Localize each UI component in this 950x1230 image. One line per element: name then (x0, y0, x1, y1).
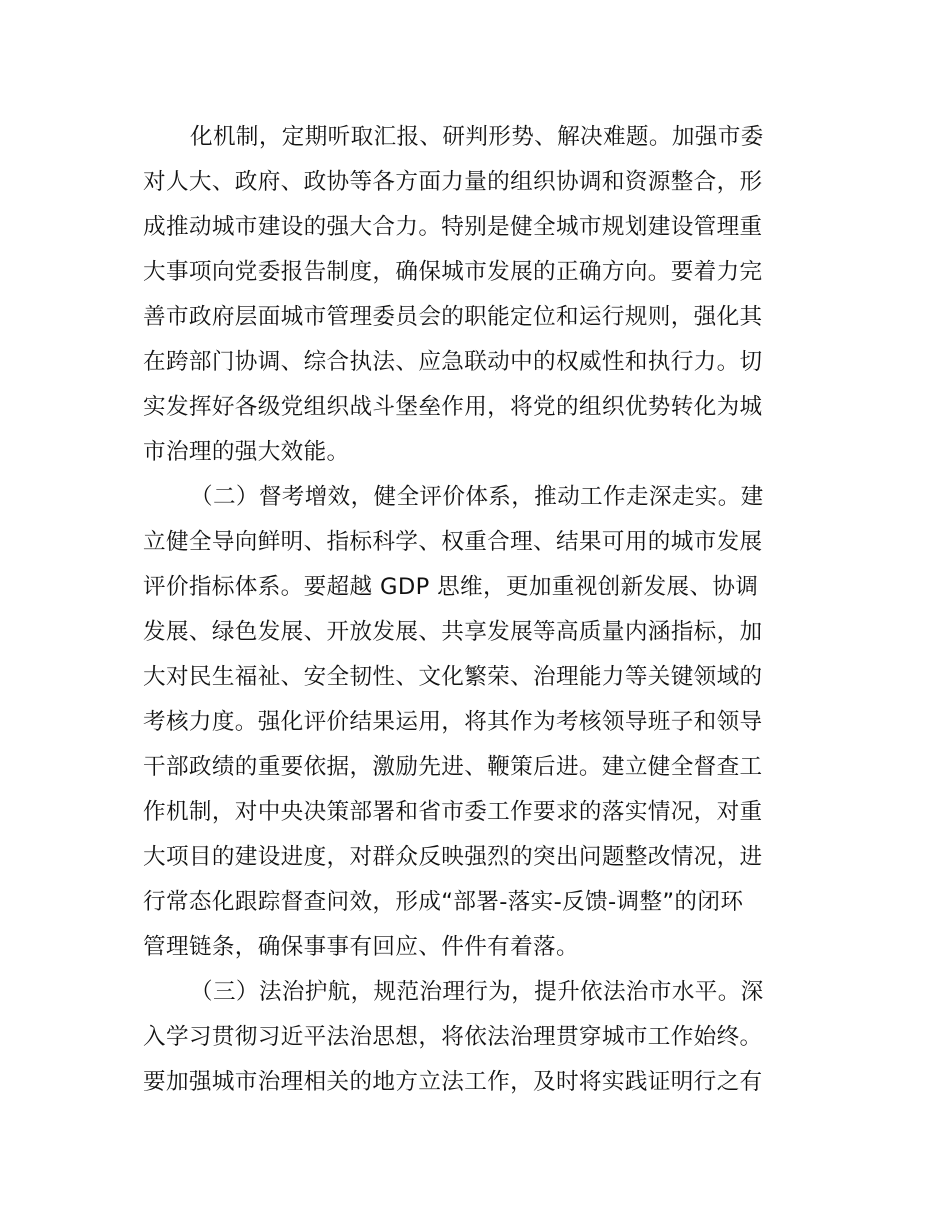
paragraph-1-line-6: 在跨部门协调、综合执法、应急联动中的权威性和执行力。切 (143, 349, 763, 375)
paragraph-2-line-9: 大项目的建设进度，对群众反映强烈的突出问题整改情况，进 (143, 844, 763, 870)
paragraph-1-line-2: 对人大、政府、政协等各方面力量的组织协调和资源整合，形 (143, 169, 763, 195)
paragraph-3-line-2: 入学习贯彻习近平法治思想，将依法治理贯穿城市工作始终。 (143, 1024, 763, 1050)
paragraph-2-line-8: 作机制，对中央决策部署和省市委工作要求的落实情况，对重 (143, 799, 763, 825)
paragraph-1-line-1: 化机制，定期听取汇报、研判形势、解决难题。加强市委 (190, 124, 764, 150)
paragraph-1-line-4: 大事项向党委报告制度，确保城市发展的正确方向。要着力完 (143, 259, 763, 285)
paragraph-1-line-7: 实发挥好各级党组织战斗堡垒作用，将党的组织优势转化为城 (143, 394, 763, 420)
paragraph-1-line-8: 市治理的强大效能。 (143, 439, 350, 465)
paragraph-2-line-11: 管理链条，确保事事有回应、件件有着落。 (143, 934, 579, 960)
paragraph-2-line-7: 干部政绩的重要依据，激励先进、鞭策后进。建立健全督查工 (143, 754, 763, 780)
paragraph-3-line-3: 要加强城市治理相关的地方立法工作，及时将实践证明行之有 (143, 1069, 763, 1095)
paragraph-2-line-1: （二）督考增效，健全评价体系，推动工作走深走实。建 (190, 484, 764, 510)
paragraph-2-line-10: 行常态化跟踪督查问效，形成“部署-落实-反馈-调整”的闭环 (143, 889, 744, 915)
paragraph-2-line-5: 大对民生福祉、安全韧性、文化繁荣、治理能力等关键领域的 (143, 664, 763, 690)
paragraph-1-line-5: 善市政府层面城市管理委员会的职能定位和运行规则，强化其 (143, 304, 763, 330)
paragraph-2-line-3: 评价指标体系。要超越 GDP 思维，更加重视创新发展、协调 (143, 574, 759, 600)
paragraph-2-line-2: 立健全导向鲜明、指标科学、权重合理、结果可用的城市发展 (143, 529, 763, 555)
paragraph-2-line-4: 发展、绿色发展、开放发展、共享发展等高质量内涵指标，加 (143, 619, 763, 645)
paragraph-2-line-6: 考核力度。强化评价结果运用，将其作为考核领导班子和领导 (143, 709, 763, 735)
paragraph-3-line-1: （三）法治护航，规范治理行为，提升依法治市水平。深 (190, 979, 764, 1005)
paragraph-1-line-3: 成推动城市建设的强大合力。特别是健全城市规划建设管理重 (143, 214, 763, 240)
